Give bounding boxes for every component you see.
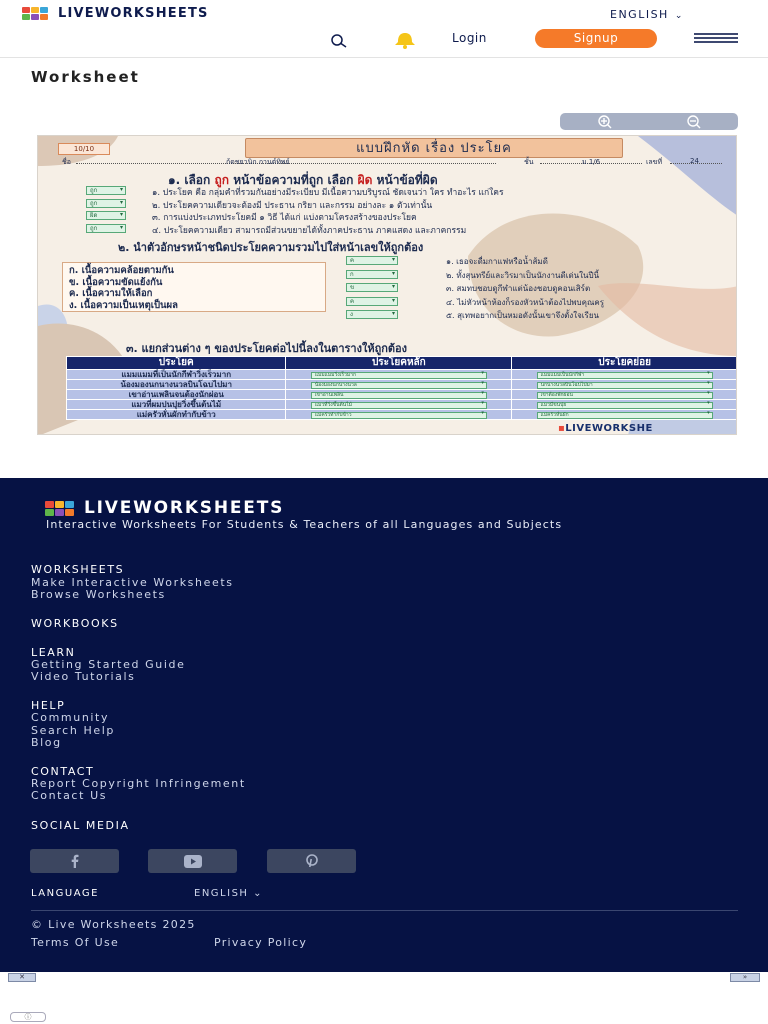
section-1-prefix: ๑. เลือก: [168, 173, 211, 187]
copyright-text: © Live Worksheets 2025: [31, 918, 196, 931]
facebook-icon: [69, 854, 81, 868]
main-clause-cell: [286, 380, 512, 390]
terms-of-use-link[interactable]: Terms Of Use: [31, 936, 120, 949]
sub-clause-select[interactable]: แมวมีขนปุย ▾: [537, 402, 713, 409]
main-clause-cell: [286, 370, 512, 380]
logo-mark-icon: [45, 501, 74, 516]
sentence-cell: เขาอ่านเพลินจนต้องนักผ่อน: [67, 390, 286, 400]
number-value: 24: [690, 157, 699, 165]
table-row: [67, 410, 738, 420]
class-value: ม.1/6: [582, 158, 601, 166]
table-row: [67, 390, 738, 400]
sub-clause-cell: [512, 380, 737, 390]
main-clause-select[interactable]: แมมแมมวิ่งเร็วมาก ▾: [311, 372, 487, 379]
section-1-mid: หน้าข้อความที่ถูก เลือก: [233, 173, 354, 187]
tf-statement: ๓. การแบ่งประเภทประโยคมี ๑ วิธี ได้แก่ แบ่งตามโครงสร้างของประโยค: [152, 213, 417, 223]
video-tutorials-link[interactable]: Video Tutorials: [31, 670, 136, 683]
matching-list: [343, 254, 737, 322]
browse-worksheets-link[interactable]: Browse Worksheets: [31, 588, 166, 601]
main-clause-select[interactable]: น้องมองนกนางนวล ▾: [311, 382, 487, 389]
zoom-controls: [560, 113, 738, 130]
logo-mark-icon: [22, 7, 48, 20]
main-clause-select[interactable]: แม่ครัวทำกับข้าว ▾: [311, 412, 487, 419]
footer-workbooks-heading[interactable]: WORKBOOKS: [31, 617, 119, 630]
tf-statement: ๒. ประโยคความเดียวจะต้องมี ประธาน กริยา และกรรม อย่างละ ๑ ตัวเท่านั้น: [152, 200, 433, 211]
footer-worksheets-heading: WORKSHEETS: [31, 563, 125, 576]
option-item: ง. เนื้อความเป็นเหตุเป็นผล: [69, 299, 178, 311]
tf-answer-select[interactable]: ถูก ▾: [86, 224, 126, 233]
chevron-down-icon: ⌄: [674, 11, 684, 21]
language-selector[interactable]: [610, 8, 684, 21]
table-header-row: [67, 357, 738, 370]
sub-clause-cell: [512, 400, 737, 410]
getting-started-link[interactable]: Getting Started Guide: [31, 658, 186, 671]
search-help-link[interactable]: Search Help: [31, 724, 115, 737]
watermark-text: LIVEWORKSHE: [565, 423, 653, 434]
signup-button[interactable]: Signup: [535, 29, 657, 48]
tf-statement: ๑. ประโยค คือ กลุ่มคำที่รวมกันอย่างมีระเบียบ มีเนื้อความบริบูรณ์ ชัดเจนว่า ใคร ทำอะไร แก่ใคร: [152, 188, 504, 198]
sub-clause-cell: [512, 390, 737, 400]
privacy-policy-link[interactable]: Privacy Policy: [214, 936, 308, 949]
main-clause-cell: [286, 410, 512, 420]
match-answer-select[interactable]: ค ▾: [346, 256, 398, 265]
sentence-table: [66, 356, 737, 420]
section-1-false-word: ผิด: [357, 173, 373, 187]
table-header: ประโยคหลัก: [286, 357, 512, 370]
section-2-heading: ๒. นำตัวอักษรหน้าชนิดประโยคความรวมไปใส่หน้าเลขให้ถูกต้อง: [118, 241, 424, 254]
sentence-cell: แมวที่ผมปนปุยวิ่งขึ้นต้นไม้: [67, 400, 286, 410]
ad-expand-icon[interactable]: »: [730, 973, 760, 982]
class-label: ชั้น: [524, 158, 534, 166]
footer-divider: [31, 910, 738, 911]
nav-row: [0, 28, 768, 56]
section-1-suffix: หน้าข้อที่ผิด: [376, 173, 438, 187]
score-badge: 10/10: [58, 143, 110, 155]
facebook-button[interactable]: [30, 849, 119, 873]
footer-tagline: Interactive Worksheets For Students & Teachers of all Languages and Subjects: [46, 518, 563, 531]
zoom-out-icon: [681, 115, 707, 129]
number-label: เลขที่: [646, 158, 663, 166]
option-item: ก. เนื้อความคล้อยตามกัน: [69, 265, 174, 276]
match-answer-select[interactable]: ง ▾: [346, 310, 398, 319]
name-label: ชื่อ: [62, 158, 71, 166]
match-answer-select[interactable]: ข ▾: [346, 283, 398, 292]
tf-statement: ๔. ประโยคความเดียว สามารถมีส่วนขยายได้ทั้งภาคประธาน ภาคแสดง และภาคกรรม: [152, 225, 467, 236]
match-sentence: ๑. เธอจะดื่มกาแฟหรือน้ำส้มดี: [446, 257, 548, 266]
zoom-in-icon: [592, 115, 618, 129]
match-item: [343, 281, 737, 295]
match-sentence: ๔. ไม่หัวหน้าห้องก็รองหัวหน้าต้องไปพบคุณครู: [446, 297, 605, 307]
contact-us-link[interactable]: Contact Us: [31, 789, 108, 802]
zoom-out-button[interactable]: [649, 113, 738, 130]
site-footer: [0, 478, 768, 972]
footer-language-label: LANGUAGE: [31, 888, 99, 899]
name-value: ก้ดชยานิก กานต์ทิพย์: [226, 158, 290, 166]
footer-logo[interactable]: [45, 498, 284, 518]
section-1-true-word: ถูก: [214, 173, 229, 187]
match-item: [343, 268, 737, 282]
make-worksheets-link[interactable]: Make Interactive Worksheets: [31, 576, 234, 589]
community-link[interactable]: Community: [31, 711, 110, 724]
table-row: [67, 370, 738, 380]
sub-clause-select[interactable]: แมมแมมเป็นนักกีฬา ▾: [537, 372, 713, 379]
sub-clause-cell: [512, 410, 737, 420]
sentence-type-options: [62, 262, 326, 312]
language-value: ENGLISH: [610, 8, 669, 21]
match-item: [343, 295, 737, 309]
blog-link[interactable]: Blog: [31, 736, 62, 749]
match-item: [343, 308, 737, 322]
bell-icon[interactable]: [388, 30, 422, 50]
tf-item: [60, 223, 737, 236]
zoom-in-button[interactable]: [560, 113, 649, 130]
header-divider: [0, 57, 768, 58]
page-title: Worksheet: [31, 68, 140, 86]
sentence-cell: น้องมองนกนางนวลบินโฉบไปมา: [67, 380, 286, 390]
table-header: ประโยคย่อย: [512, 357, 737, 370]
tf-item: [60, 185, 737, 198]
ad-close-icon[interactable]: ✕: [8, 973, 36, 982]
footer-language-selector[interactable]: [194, 888, 263, 899]
option-item: ค. เนื้อความให้เลือก: [69, 288, 153, 299]
youtube-icon: [184, 855, 202, 868]
table-row: [67, 400, 738, 410]
footer-learn-heading: LEARN: [31, 646, 76, 659]
sub-clause-select[interactable]: เขาต้องพักผ่อน ▾: [537, 392, 713, 399]
liveworksheets-watermark: [558, 423, 653, 434]
match-answer-select[interactable]: ก ▾: [346, 270, 398, 279]
footer-contact-heading: CONTACT: [31, 765, 95, 778]
worksheet-canvas: [37, 135, 737, 435]
main-clause-select[interactable]: เขาอ่านเพลิน ▾: [311, 392, 487, 399]
section-3-heading: ๓. แยกส่วนต่าง ๆ ของประโยคต่อไปนี้ลงในตารางให้ถูกต้อง: [126, 342, 408, 355]
match-item: [343, 254, 737, 268]
true-false-list: [60, 185, 737, 235]
youtube-button[interactable]: [148, 849, 237, 873]
option-item: ข. เนื้อความขัดแย้งกัน: [69, 276, 163, 288]
footer-social-heading: SOCIAL MEDIA: [31, 819, 130, 832]
sub-clause-select[interactable]: นกนางนวลบินโฉบไปมา ▾: [537, 382, 713, 389]
brand-logo[interactable]: [22, 6, 209, 21]
sub-clause-select[interactable]: แม่ครัวหั่นผัก ▾: [537, 412, 713, 419]
tf-answer-select[interactable]: ผิด ▾: [86, 211, 126, 220]
brand-name: LIVEWORKSHEETS: [58, 6, 209, 21]
hamburger-menu-icon[interactable]: [694, 33, 738, 45]
match-answer-select[interactable]: ค ▾: [346, 297, 398, 306]
sub-clause-cell: [512, 370, 737, 380]
pinterest-button[interactable]: [267, 849, 356, 873]
sentence-cell: แมมแมมที่เป็นนักกีฬาวิ่งเร็วมาก: [67, 370, 286, 380]
report-copyright-link[interactable]: Report Copyright Infringement: [31, 777, 246, 790]
pinterest-icon: [305, 854, 319, 868]
ad-info-icon[interactable]: ⓘ: [10, 1012, 46, 1022]
sentence-cell: แม่ครัวหั่นผักทำกับข้าว: [67, 410, 286, 420]
chevron-down-icon: ⌄: [253, 888, 264, 899]
footer-help-heading: HELP: [31, 699, 66, 712]
top-bar: [0, 0, 768, 28]
table-header: ประโยค: [67, 357, 286, 370]
tf-item: [60, 210, 737, 223]
main-clause-cell: [286, 400, 512, 410]
table-row: [67, 380, 738, 390]
match-sentence: ๓. สมทบชอบดูกีฬาแต่น้องชอบดูคอนเสิร์ต: [446, 284, 591, 293]
match-sentence: ๒. ทั้งสุนทรีย์และวิรมาเป็นนักงานดีเด่นในปีนี้: [446, 270, 600, 280]
search-icon[interactable]: [328, 32, 350, 50]
main-clause-select[interactable]: แมวที่วิ่งขึ้นต้นไม้ ▾: [311, 402, 487, 409]
main-clause-cell: [286, 390, 512, 400]
worksheet-title: แบบฝึกหัด เรื่อง ประโยค: [245, 138, 623, 158]
watermark-logo-icon: ▪: [558, 423, 566, 434]
match-sentence: ๕. สุเทพอยากเป็นหมอดังนั้นเขาจึงตั้งใจเรียน: [446, 311, 599, 320]
tf-answer-select[interactable]: ถูก ▾: [86, 199, 126, 208]
footer-brand-name: LIVEWORKSHEETS: [84, 498, 285, 518]
login-link[interactable]: Login: [452, 31, 487, 45]
tf-answer-select[interactable]: ถูก ▾: [86, 186, 126, 195]
tf-item: [60, 198, 737, 211]
footer-language-value: ENGLISH: [194, 888, 249, 899]
